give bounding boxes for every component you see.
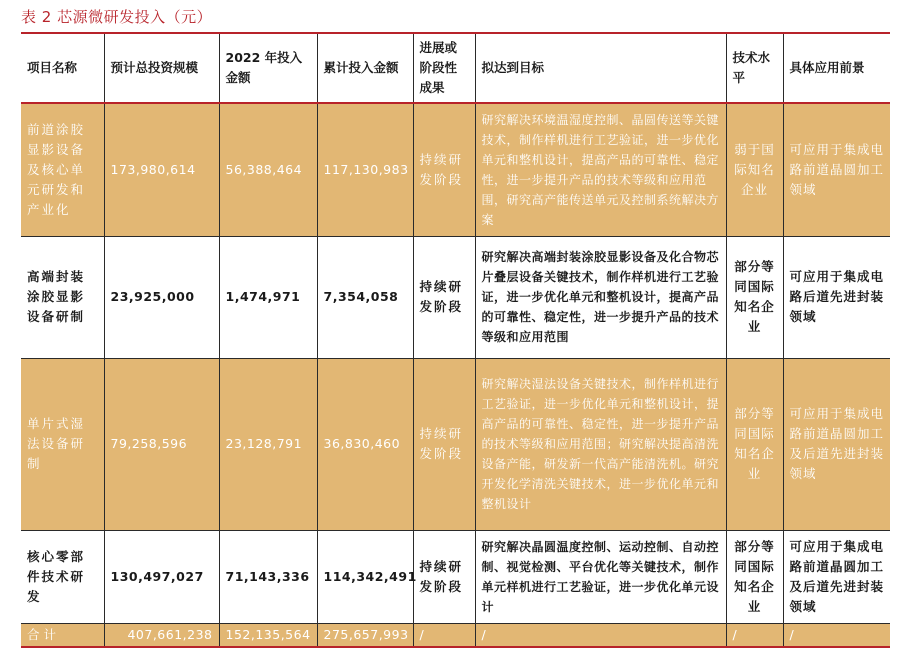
header-cumulative-investment: 累计投入金额 xyxy=(317,33,413,103)
total-investment-cell: 130,497,027 xyxy=(104,530,219,623)
application-cell: 可应用于集成电路前道晶圆加工领域 xyxy=(783,103,890,236)
table-row xyxy=(21,358,890,530)
investment-2022-cell: 56,388,464 xyxy=(219,103,317,236)
project-name-cell: 核心零部件技术研发 xyxy=(21,530,104,623)
application-cell: 可应用于集成电路前道晶圆加工及后道先进封装领域 xyxy=(783,530,890,623)
tech-level-cell: 部分等同国际知名企业 xyxy=(726,530,783,623)
total-progress-cell: / xyxy=(413,623,475,647)
application-cell: 可应用于集成电路后道先进封装领域 xyxy=(783,236,890,358)
goal-cell: 研究解决晶圆温度控制、运动控制、自动控制、视觉检测、平台优化等关键技术，制作单元样机进行工艺验证，进一步优化单元设计 xyxy=(475,530,726,623)
tech-level-cell: 部分等同国际知名企业 xyxy=(726,358,783,530)
cumulative-investment-sum-cell: 275,657,993 xyxy=(317,623,413,647)
goal-cell: 研究解决环境温湿度控制、晶圆传送等关键技术，制作样机进行工艺验证，进一步优化单元和整机设计，提高产品的可靠性、稳定性，进一步提升产品的技术等级和应用范围，研究高产能传送单元及控制系统解决方案 xyxy=(475,103,726,236)
cumulative-investment-cell: 7,354,058 xyxy=(317,236,413,358)
total-application-cell: / xyxy=(783,623,890,647)
total-investment-cell: 23,925,000 xyxy=(104,236,219,358)
cumulative-investment-cell: 114,342,491 xyxy=(317,530,413,623)
header-2022-investment: 2022 年投入金额 xyxy=(219,33,317,103)
header-total-investment: 预计总投资规模 xyxy=(104,33,219,103)
table-caption: 表 2 芯源微研发投入（元） xyxy=(21,8,213,26)
total-row xyxy=(21,623,890,647)
progress-cell: 持续研发阶段 xyxy=(413,530,475,623)
investment-2022-cell: 1,474,971 xyxy=(219,236,317,358)
cumulative-investment-cell: 36,830,460 xyxy=(317,358,413,530)
investment-2022-cell: 23,128,791 xyxy=(219,358,317,530)
goal-cell: 研究解决湿法设备关键技术，制作样机进行工艺验证，进一步优化单元和整机设计，提高产品的可靠性、稳定性，进一步提升产品的技术等级和应用范围；研究解决提高清洗设备产能，研发新一代高产能清洗机。研究开发化学清洗关键技术，进一步优化单元和整机设计 xyxy=(475,358,726,530)
header-tech-level: 技术水平 xyxy=(726,33,783,103)
total-investment-sum-cell: 407,661,238 xyxy=(104,623,219,647)
project-name-cell: 单片式湿法设备研制 xyxy=(21,358,104,530)
header-progress: 进展或阶段性成果 xyxy=(413,33,475,103)
total-label-cell: 合 计 xyxy=(21,623,104,647)
cumulative-investment-cell: 117,130,983 xyxy=(317,103,413,236)
progress-cell: 持续研发阶段 xyxy=(413,358,475,530)
header-project-name: 项目名称 xyxy=(27,60,78,75)
project-name-cell: 高端封装涂胶显影设备研制 xyxy=(21,236,104,358)
progress-cell: 持续研发阶段 xyxy=(413,236,475,358)
investment-2022-sum-cell: 152,135,564 xyxy=(219,623,317,647)
header-row xyxy=(21,33,890,103)
total-investment-cell: 79,258,596 xyxy=(104,358,219,530)
progress-cell: 持续研发阶段 xyxy=(413,103,475,236)
total-goal-cell: / xyxy=(475,623,726,647)
total-investment-cell: 173,980,614 xyxy=(104,103,219,236)
project-name-cell: 前道涂胶显影设备及核心单元研发和产业化 xyxy=(21,103,104,236)
total-tech-level-cell: / xyxy=(726,623,783,647)
table-row xyxy=(21,530,890,623)
application-cell: 可应用于集成电路前道晶圆加工及后道先进封装领域 xyxy=(783,358,890,530)
rd-investment-table xyxy=(21,32,890,648)
table-row xyxy=(21,236,890,358)
investment-2022-cell: 71,143,336 xyxy=(219,530,317,623)
tech-level-cell: 部分等同国际知名企业 xyxy=(726,236,783,358)
tech-level-cell: 弱于国际知名企业 xyxy=(726,103,783,236)
header-application: 具体应用前景 xyxy=(783,33,890,103)
goal-cell: 研究解决高端封装涂胶显影设备及化合物芯片叠层设备关键技术，制作样机进行工艺验证，进一步优化单元和整机设计，提高产品的可靠性、稳定性，进一步提升产品的技术等级和应用范围 xyxy=(475,236,726,358)
table-row xyxy=(21,103,890,236)
header-goal: 拟达到目标 xyxy=(475,33,726,103)
